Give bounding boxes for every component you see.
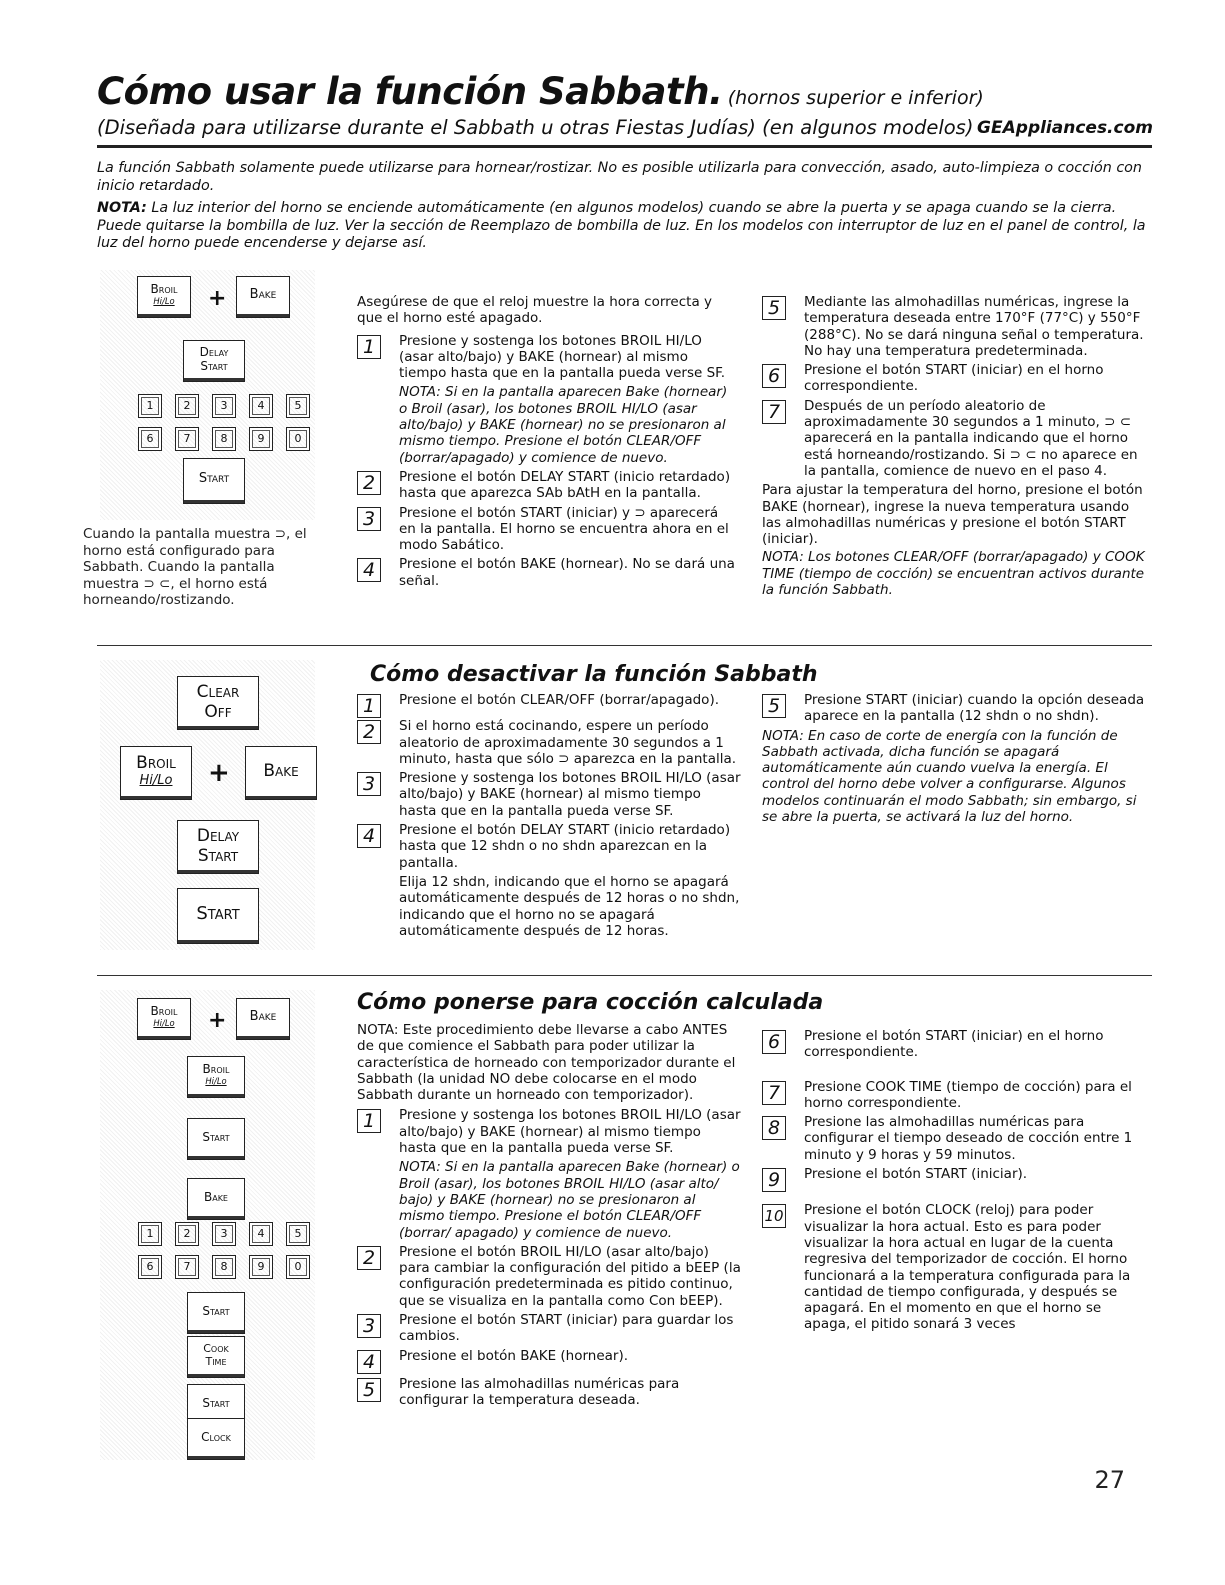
step-text: Presione el botón START (iniciar) para guardar los cambios.	[399, 1312, 734, 1345]
step-item	[762, 1166, 1147, 1192]
intro-note-label: NOTA:	[97, 200, 147, 216]
step-item	[357, 718, 742, 767]
step-note	[357, 384, 737, 465]
header-rule	[97, 145, 1152, 148]
start-label: Start	[200, 359, 228, 373]
clock-key	[187, 1418, 245, 1460]
broil-hilo-key	[137, 998, 191, 1040]
start-key	[177, 888, 259, 944]
step-item	[357, 874, 742, 939]
plus-sign: +	[208, 758, 230, 788]
step-number: 5	[357, 1378, 381, 1402]
step-text: Presione y sostenga los botones BROIL HI/LO (asar alto/bajo) y BAKE (hornear) al mismo tiempo hasta que en la pantalla pueda verse SF.	[399, 770, 741, 819]
step-note	[357, 1159, 742, 1240]
hilo-label: Hi/Lo	[153, 296, 175, 306]
number-key-6: 6	[138, 427, 162, 451]
start-label: Start	[202, 1130, 230, 1144]
section3-col2	[762, 1028, 1147, 1336]
page-subtitle: (Diseñada para utilizarse durante el Sabbath u otras Fiestas Judías) (en algunos modelos)	[97, 116, 974, 139]
step-text: Presione el botón START (iniciar) en el horno correspondiente.	[804, 1028, 1104, 1061]
delay-label: Delay	[199, 345, 229, 359]
number-key-5: 5	[286, 394, 310, 418]
cook-time-key	[187, 1336, 245, 1378]
step-number: 5	[762, 296, 786, 320]
section1-col1	[357, 294, 737, 592]
section2-heading: Cómo desactivar la función Sabbath	[370, 662, 818, 687]
step-text: Elija 12 shdn, indicando que el horno se apagará automáticamente después de 12 horas o no shdn, indicando que el horno no se apagará automáticamente después de 12 horas.	[399, 873, 740, 939]
step-item	[357, 822, 742, 871]
step-text: Presione el botón START (iniciar) y ⊃ aparecerá en la pantalla. El horno se encuentra ahora en el modo Sabático.	[399, 504, 729, 554]
delay-start-key	[177, 820, 259, 874]
step-item	[762, 1079, 1147, 1112]
title-main: Cómo usar la función Sabbath.	[97, 70, 723, 113]
bake-key	[236, 998, 290, 1040]
step-text: NOTA: Si en la pantalla aparecen Bake (hornear) o Broil (asar), los botones BROIL HI/LO (asar alto/ bajo) y BAKE (hornear) no se presionaron al mismo tiempo. Presione el botón CLEAR/OFF (borrar/ apagado) y comience de nuevo.	[399, 1159, 740, 1241]
step-number: 6	[762, 364, 786, 388]
bake-label: Bake	[263, 761, 299, 781]
clock-label: Clock	[201, 1430, 231, 1444]
step-text: Presione las almohadillas numéricas para configurar el tiempo deseado de cocción entre 1 minuto y 9 horas y 59 minutos.	[804, 1114, 1133, 1163]
step-number: 3	[357, 1314, 381, 1338]
step-text: Presione el botón START (iniciar).	[804, 1166, 1028, 1183]
section2-col1	[357, 692, 742, 942]
cook-label: Cook	[203, 1342, 229, 1355]
step-number: 4	[357, 558, 381, 582]
website-link: GEAppliances.com	[977, 118, 1153, 138]
broil-label: Broil	[136, 753, 176, 773]
plus-sign: +	[208, 1008, 227, 1033]
step-number: 6	[762, 1030, 786, 1054]
bake-key	[187, 1178, 245, 1220]
bake-label: Bake	[249, 287, 277, 302]
broil-hilo-key	[120, 746, 192, 800]
time-label: Time	[205, 1355, 227, 1368]
number-key-0: 0	[286, 1255, 310, 1279]
step-number: 2	[357, 1246, 381, 1270]
step-item	[357, 505, 737, 554]
delay-start-key	[183, 340, 245, 382]
bake-key	[245, 746, 317, 800]
keypad-illustration-2	[100, 660, 315, 950]
step-text: Presione el botón CLOCK (reloj) para poder visualizar la hora actual. Esto es para poder visualizar la hora actual en lugar de la cuenta regresiva del temporizador de cocción. El horno funcionará a la temperatura configurada para la cantidad de tiempo configurada, y después se apagará. En el momento en que el horno se apaga, el pitido sonará 3 veces	[804, 1202, 1131, 1333]
number-key-2: 2	[175, 394, 199, 418]
step-item	[762, 1114, 1147, 1163]
step-number: 1	[357, 1109, 381, 1133]
step-number: 4	[357, 1350, 381, 1374]
step-text: Presione el botón DELAY START (inicio retardado) hasta que aparezca SAb bAtH en la pantalla.	[399, 468, 731, 502]
step-item	[357, 1376, 742, 1409]
step-text: NOTA: Si en la pantalla aparecen Bake (hornear) o Broil (asar), los botones BROIL HI/LO (asar alto/bajo) y BAKE (hornear) no se presionaron al mismo tiempo. Presione el botón CLEAR/OFF (borrar/apagado) y comience de nuevo.	[399, 384, 728, 466]
section3-heading: Cómo ponerse para cocción calculada	[357, 990, 824, 1015]
step-text: Presione el botón START (iniciar) en el horno correspondiente.	[804, 362, 1104, 395]
number-key-0: 0	[286, 427, 310, 451]
intro-note	[97, 200, 1152, 253]
step-text: Si el horno está cocinando, espere un período aleatorio de aproximadamente 30 segundos a 1 minuto, hasta que sólo ⊃ aparezca en la pantalla.	[399, 718, 737, 767]
step-item	[357, 556, 737, 589]
step-text: Presione el botón BAKE (hornear). No se dará una señal.	[399, 556, 735, 589]
step-item	[357, 1347, 742, 1373]
section1-lead: Asegúrese de que el reloj muestre la hora correcta y que el horno esté apagado.	[357, 294, 712, 327]
section1-note: NOTA: Los botones CLEAR/OFF (borrar/apagado) y COOK TIME (tiempo de cocción) se encuentran activos durante la función Sabbath.	[762, 549, 1145, 599]
step-number: 4	[357, 824, 381, 848]
step-text: Presione y sostenga los botones BROIL HI/LO (asar alto/bajo) y BAKE (hornear) al mismo tiempo hasta que en la pantalla pueda verse SF.	[399, 1107, 741, 1157]
start-key	[187, 1118, 245, 1160]
step-item	[357, 333, 737, 382]
step-item	[357, 1244, 742, 1309]
step-item	[762, 398, 1147, 479]
clear-off-key	[177, 676, 259, 730]
step-text: Presione COOK TIME (tiempo de cocción) para el horno correspondiente.	[804, 1078, 1132, 1111]
number-key-7: 7	[175, 427, 199, 451]
intro-note-text: La luz interior del horno se enciende automáticamente (en algunos modelos) cuando se abre la puerta y se apaga cuando se la cierra. Puede quitarse la bombilla de luz. Ver la sección de Reemplazo de bombilla de luz. En los modelos con interruptor de luz en el panel de control, la luz del horno puede encenderse y dejarse así.	[97, 200, 1146, 251]
step-text: Mediante las almohadillas numéricas, ingrese la temperatura deseada entre 170°F (77°C) y 550°F (288°C). No se dará ninguna señal o temperatura. No hay una temperatura predeterminada.	[804, 294, 1144, 359]
start-key	[183, 458, 245, 504]
hilo-label: Hi/Lo	[205, 1076, 227, 1086]
step-item	[762, 362, 1147, 395]
number-key-6: 6	[138, 1255, 162, 1279]
number-key-3: 3	[212, 1222, 236, 1246]
step-text: Presione el botón CLEAR/OFF (borrar/apagado).	[399, 692, 719, 708]
broil-label: Broil	[150, 282, 178, 296]
start-label: Start	[197, 846, 239, 866]
step-text: Presione y sostenga los botones BROIL HI/LO (asar alto/bajo) y BAKE (hornear) al mismo tiempo hasta que en la pantalla pueda verse SF.	[399, 332, 726, 382]
start-label: Start	[202, 1396, 230, 1410]
bake-key	[236, 276, 290, 318]
step-item	[357, 469, 737, 502]
number-key-8: 8	[212, 1255, 236, 1279]
section-divider	[97, 975, 1152, 976]
start-key	[187, 1292, 245, 1334]
step-item	[357, 1312, 742, 1345]
step-number: 7	[762, 1081, 786, 1105]
step-number: 3	[357, 507, 381, 531]
sabbath-display-caption: Cuando la pantalla muestra ⊃, el horno está configurado para Sabbath. Cuando la pantalla muestra ⊃ ⊂, el horno está horneando/rostizando.	[83, 526, 307, 608]
number-key-1: 1	[138, 1222, 162, 1246]
number-key-3: 3	[212, 394, 236, 418]
number-key-5: 5	[286, 1222, 310, 1246]
step-number: 9	[762, 1168, 786, 1192]
title-note: (hornos superior e inferior)	[727, 87, 984, 109]
hilo-label: Hi/Lo	[139, 773, 173, 788]
number-key-9: 9	[249, 427, 273, 451]
section-divider	[97, 645, 1152, 646]
section2-col2	[762, 692, 1147, 825]
number-key-7: 7	[175, 1255, 199, 1279]
number-key-4: 4	[249, 1222, 273, 1246]
clear-label: Clear	[196, 682, 240, 702]
step-number: 10	[762, 1204, 786, 1228]
hilo-label: Hi/Lo	[153, 1018, 175, 1028]
step-item	[762, 692, 1147, 725]
step-number: 3	[357, 772, 381, 796]
step-text: Presione START (iniciar) cuando la opción deseada aparece en la pantalla (12 shdn o no shdn).	[804, 692, 1145, 725]
keypad-illustration-1	[100, 270, 315, 520]
step-text: Presione el botón BROIL HI/LO (asar alto/bajo) para cambiar la configuración del pitido a bEEP (la configuración predeterminada es pitido continuo, que se visualiza en la pantalla como Con bEEP).	[399, 1243, 741, 1309]
keypad-illustration-3	[100, 990, 315, 1460]
broil-hilo-key	[137, 276, 191, 318]
step-number: 8	[762, 1116, 786, 1140]
plus-sign: +	[208, 286, 227, 311]
step-item	[762, 1028, 1147, 1061]
start-label: Start	[202, 1304, 230, 1318]
broil-hilo-key	[187, 1056, 245, 1098]
section2-note: NOTA: En caso de corte de energía con la función de Sabbath activada, dicha función se apagará automáticamente aún cuando vuelva la energía. El control del horno debe volver a configurarse. Algunos modelos continuarán el modo Sabbath; sin embargo, si se abre la puerta, se activará la luz del horno.	[762, 727, 1137, 826]
section1-after: Para ajustar la temperatura del horno, presione el botón BAKE (hornear), ingrese la nueva temperatura usando las almohadillas numéricas y presione el botón START (iniciar).	[762, 482, 1143, 548]
step-text: Presione el botón DELAY START (inicio retardado) hasta que 12 shdn o no shdn aparezcan en la pantalla.	[399, 822, 731, 871]
step-item	[762, 294, 1147, 359]
step-item	[357, 1107, 742, 1156]
step-number: 1	[357, 694, 381, 718]
intro-text: La función Sabbath solamente puede utilizarse para hornear/rostizar. No es posible utilizarla para convección, asado, auto-limpieza o cocción con inicio retardado.	[97, 160, 1142, 194]
page-number: 27	[1094, 1466, 1125, 1494]
start-label: Start	[198, 471, 230, 486]
number-key-2: 2	[175, 1222, 199, 1246]
step-number: 5	[762, 694, 786, 718]
step-text: Después de un período aleatorio de aproximadamente 30 segundos a 1 minuto, ⊃ ⊂ aparecerá en la pantalla indicando que el horno está horneando/rostizando. Si ⊃ ⊂ no aparece en la pantalla, comience de nuevo en el paso 4.	[804, 397, 1138, 479]
number-key-4: 4	[249, 394, 273, 418]
page-title	[97, 70, 1157, 113]
off-label: Off	[204, 702, 232, 722]
section3-col1	[357, 1022, 742, 1412]
step-item	[762, 1202, 1147, 1332]
step-item	[357, 692, 742, 717]
step-number: 2	[357, 720, 381, 744]
step-number: 7	[762, 400, 786, 424]
bake-label: Bake	[203, 1190, 228, 1204]
step-number: 1	[357, 335, 381, 359]
number-key-8: 8	[212, 427, 236, 451]
start-label: Start	[196, 903, 240, 924]
broil-label: Broil	[150, 1004, 178, 1018]
bake-label: Bake	[249, 1009, 277, 1024]
section3-lead: NOTA: Este procedimiento debe llevarse a cabo ANTES de que comience el Sabbath para poder utilizar la característica de horneado con temporizador durante el Sabbath (la unidad NO debe colocarse en el modo Sabbath durante un horneado con temporizador).	[357, 1022, 736, 1104]
step-text: Presione el botón BAKE (hornear).	[399, 1347, 629, 1364]
delay-label: Delay	[196, 826, 240, 846]
step-item	[357, 770, 742, 819]
step-number: 2	[357, 471, 381, 495]
number-key-9: 9	[249, 1255, 273, 1279]
section1-col2	[762, 294, 1147, 598]
number-key-1: 1	[138, 394, 162, 418]
step-text: Presione las almohadillas numéricas para configurar la temperatura deseada.	[399, 1375, 680, 1409]
broil-label: Broil	[202, 1062, 230, 1076]
